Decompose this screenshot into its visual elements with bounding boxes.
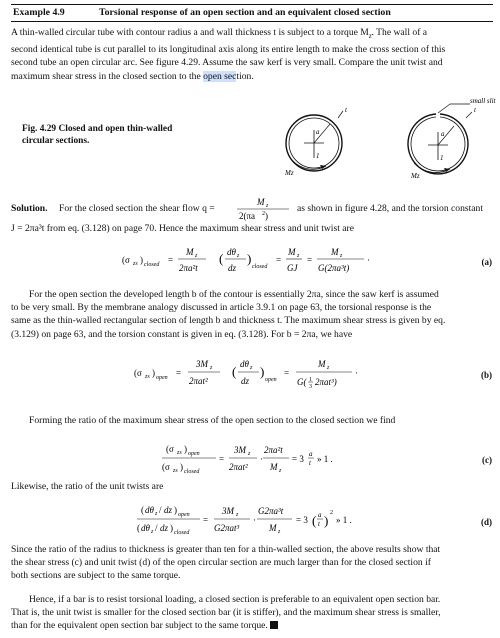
svg-text:= 3: = 3: [292, 454, 304, 464]
svg-text:= 3: = 3: [296, 515, 308, 525]
closed-a-label: a: [316, 128, 320, 136]
svg-text:t: t: [318, 520, 320, 528]
svg-text:M: M: [257, 197, 265, 207]
open-para-line-3: same as the thin-walled rectangular section of length b and thickness t. The maximum shear stress is given by eq.: [11, 315, 446, 327]
open-t-label: t: [474, 106, 476, 114]
svg-text:(: (: [232, 364, 237, 379]
svg-text:z: z: [155, 511, 158, 517]
svg-text:zs: zs: [177, 450, 182, 456]
svg-text:M: M: [270, 462, 278, 472]
open-section-paragraph: [11, 288, 492, 341]
svg-text:dz: dz: [228, 263, 237, 273]
equation-tag-a: (a): [481, 257, 492, 267]
svg-text:·: ·: [367, 255, 370, 265]
svg-text:open: open: [178, 512, 190, 518]
svg-text:3M: 3M: [222, 506, 234, 516]
equation-tag-c: (c): [482, 455, 492, 465]
example-title: Torsional response of an open section and an equivalent closed section: [99, 7, 391, 18]
svg-text:3M: 3M: [196, 359, 208, 369]
svg-text:open: open: [188, 451, 200, 457]
intro-line-3: second tube an open circular arc. See figure 4.29. Assume the saw kerf is very small. Compare the unit twist and: [11, 57, 443, 69]
svg-text:z: z: [340, 253, 343, 259]
svg-text:=: =: [284, 368, 290, 378]
solution-paragraph: [11, 196, 492, 235]
closed-one-label: 1: [316, 152, 320, 160]
svg-text:2πat²: 2πat²: [189, 376, 208, 386]
small-slit-label: small slit: [470, 97, 496, 105]
open-mz-label: Mz: [411, 172, 420, 180]
equation-tag-b: (b): [481, 370, 492, 380]
open-one-label: 1: [440, 154, 444, 162]
open-para-line-2: to be very small. By the membrane analogy discussed in article 3.9.1 on page 63, the torsional response is the: [11, 302, 432, 314]
svg-text:3M: 3M: [234, 445, 246, 455]
figure-caption: Fig. 4.29 Closed and open thin-walled circular sections.: [22, 124, 173, 146]
solution-text-1: For the closed section the shear flow q =: [59, 203, 215, 214]
svg-text:·: ·: [355, 368, 358, 378]
open-a-label: a: [441, 130, 445, 138]
shear-flow-fraction: [233, 196, 295, 222]
svg-text:open: open: [265, 377, 277, 383]
svg-text:zs: zs: [133, 261, 138, 267]
equation-c: [0, 440, 500, 475]
intro-paragraph: A thin-walled circular tube with contour radius a and wall thickness t is subject to a torque $M_z$. The wall of a second identical tube is cut parallel to its longitudinal axis along its entire length to make the cross section of this second tube an open circular arc. See figure 4.29. Assume the saw kerf is very small. Compare the unit twist and maximum shear stress in the closed section to the open section.: [11, 26, 492, 83]
svg-text:z: z: [210, 365, 213, 371]
svg-text:M: M: [288, 247, 296, 257]
closed-section-diagram: [284, 106, 348, 177]
svg-text:2: 2: [262, 211, 265, 217]
svg-text:(σ: (σ: [166, 444, 174, 454]
equation-tag-d: (d): [481, 517, 492, 527]
svg-text:/: /: [159, 505, 162, 515]
svg-text:z: z: [248, 451, 251, 457]
svg-text:dz: dz: [164, 505, 173, 515]
svg-text:z: z: [278, 529, 281, 535]
svg-text:closed: closed: [144, 262, 160, 268]
svg-text:3: 3: [309, 384, 312, 390]
svg-text:·: ·: [260, 454, 263, 464]
svg-text:dz: dz: [160, 523, 169, 533]
since-line-2: the shear stress (c) and unit twist (d) of the open circular section are much larger than for the closed section if: [11, 557, 431, 569]
svg-text:): ): [152, 368, 155, 378]
svg-text:closed: closed: [184, 469, 200, 475]
svg-text:z: z: [151, 529, 154, 535]
hence-line-1: Hence, if a bar is to resist torsional loading, a closed section is preferable to an equivalent open section bar.: [29, 594, 441, 605]
svg-text:t: t: [309, 459, 311, 467]
open-para-line-1: For the open section the developed length b of the contour is essentially 2πa, since the saw kerf is assumed: [29, 289, 439, 300]
svg-text:» 1 .: » 1 .: [336, 515, 352, 525]
svg-text:(: (: [219, 251, 224, 266]
likewise-text: Likewise, the ratio of the unit twists are: [11, 481, 164, 492]
equation-b: [0, 354, 500, 390]
equation-d: [0, 500, 500, 536]
svg-text:dθ: dθ: [141, 523, 150, 533]
since-line-1: Since the ratio of the radius to thickness is greater than ten for a thin-walled section, the above results show that: [11, 544, 441, 555]
svg-text:=: =: [203, 515, 209, 525]
svg-text:): ): [170, 523, 173, 533]
open-section-diagram: [408, 97, 497, 180]
solution-line-2: J = 2πa³t from eq. (3.128) on page 70. Hence the maximum shear stress and unit twist are: [11, 223, 354, 234]
svg-text:z: z: [297, 253, 300, 259]
intro-line-1: A thin-walled circular tube with contour radius a and wall thickness t is subject to a torque M: [11, 27, 369, 38]
svg-text:): ): [184, 444, 187, 454]
svg-text:GJ: GJ: [287, 263, 298, 273]
svg-text:=: =: [168, 255, 174, 265]
svg-text:z: z: [266, 203, 269, 209]
svg-text:zs: zs: [173, 468, 178, 474]
svg-text:dθ: dθ: [240, 359, 249, 369]
svg-text:closed: closed: [174, 530, 190, 536]
svg-text:dz: dz: [241, 376, 250, 386]
since-line-3: both sections are subject to the same torque.: [11, 570, 181, 582]
svg-text:): ): [140, 255, 143, 265]
closed-mz-label: Mz: [285, 169, 294, 177]
svg-text:2πa²t: 2πa²t: [264, 445, 283, 455]
svg-text:a: a: [318, 511, 322, 519]
svg-text:): ): [247, 251, 252, 266]
svg-text:(σ: (σ: [134, 368, 142, 378]
svg-text:·: ·: [253, 515, 256, 525]
svg-text:): ): [260, 364, 265, 379]
solution-label: Solution.: [11, 203, 48, 214]
svg-text:=: =: [307, 255, 313, 265]
svg-text:2πat³): 2πat³): [315, 377, 337, 387]
svg-text:(: (: [312, 513, 317, 528]
svg-text:z: z: [237, 253, 240, 259]
ratio-text: Forming the ratio of the maximum shear stress of the open section to the closed section we find: [29, 415, 396, 426]
svg-text:1: 1: [309, 377, 312, 383]
svg-text:): ): [324, 513, 329, 528]
hence-line-2: That is, the unit twist is smaller for the closed section bar (it is stiffer), and the maximum shear stress is smaller,: [11, 607, 441, 619]
svg-text:(σ: (σ: [122, 255, 130, 265]
hence-paragraph: [11, 593, 492, 633]
svg-text:G2πa³t: G2πa³t: [258, 506, 284, 516]
svg-text:M: M: [331, 247, 339, 257]
svg-text:2πat²: 2πat²: [229, 462, 248, 472]
closed-t-label: t: [345, 106, 347, 114]
svg-text:2(πa: 2(πa: [239, 211, 256, 221]
open-para-line-4: (3.129) on page 63, and the torsion constant is given in eq. (3.128). For b = 2πa, we have: [11, 328, 353, 340]
svg-text:=: =: [219, 454, 225, 464]
svg-text:(: (: [141, 505, 144, 515]
svg-text:z: z: [327, 365, 330, 371]
svg-text:z: z: [236, 512, 239, 518]
since-paragraph: [11, 543, 492, 583]
intro-line-1-tail: . The wall of a: [371, 27, 428, 38]
end-of-example-marker: [270, 621, 278, 629]
svg-text:(σ: (σ: [162, 462, 170, 472]
hence-line-3: than for the equivalent open section bar subject to the same torque.: [11, 620, 268, 632]
example-number: Example 4.9: [13, 7, 65, 18]
svg-text:G(: G(: [297, 377, 307, 387]
svg-text:2: 2: [330, 510, 333, 516]
svg-text:closed: closed: [252, 264, 268, 270]
svg-text:z: z: [250, 365, 253, 371]
svg-text:open: open: [156, 375, 168, 381]
svg-text:=: =: [276, 255, 282, 265]
svg-text:M: M: [186, 247, 194, 257]
highlighted-text: open sec: [203, 70, 237, 82]
svg-text:2πa²t: 2πa²t: [179, 263, 198, 273]
intro-line-2: second identical tube is cut parallel to its longitudinal axis along its entire length to make the cross section of this: [11, 44, 446, 56]
intro-line-4-end: tion.: [236, 70, 254, 82]
svg-text:dθ: dθ: [227, 247, 236, 257]
solution-text-2: as shown in figure 4.28, and the torsion constant: [297, 203, 483, 214]
svg-text:» 1 .: » 1 .: [317, 454, 333, 464]
svg-text:dθ: dθ: [145, 505, 154, 515]
svg-text:a: a: [309, 450, 313, 458]
svg-text:): ): [265, 211, 268, 221]
svg-text:M: M: [318, 359, 326, 369]
svg-text:z: z: [279, 468, 282, 474]
svg-text:z: z: [195, 253, 198, 259]
svg-text:M: M: [269, 523, 277, 533]
svg-text:G2πat³: G2πat³: [214, 523, 240, 533]
svg-text:zs: zs: [145, 374, 150, 380]
svg-text:=: =: [176, 368, 182, 378]
svg-text:G(2πa³t): G(2πa³t): [318, 263, 350, 273]
svg-text:): ): [180, 462, 183, 472]
svg-text:): ): [174, 505, 177, 515]
svg-text:(: (: [137, 523, 140, 533]
svg-text:/: /: [155, 523, 158, 533]
intro-line-4: maximum shear stress in the closed section to the: [11, 70, 201, 82]
equation-a: [0, 243, 500, 273]
